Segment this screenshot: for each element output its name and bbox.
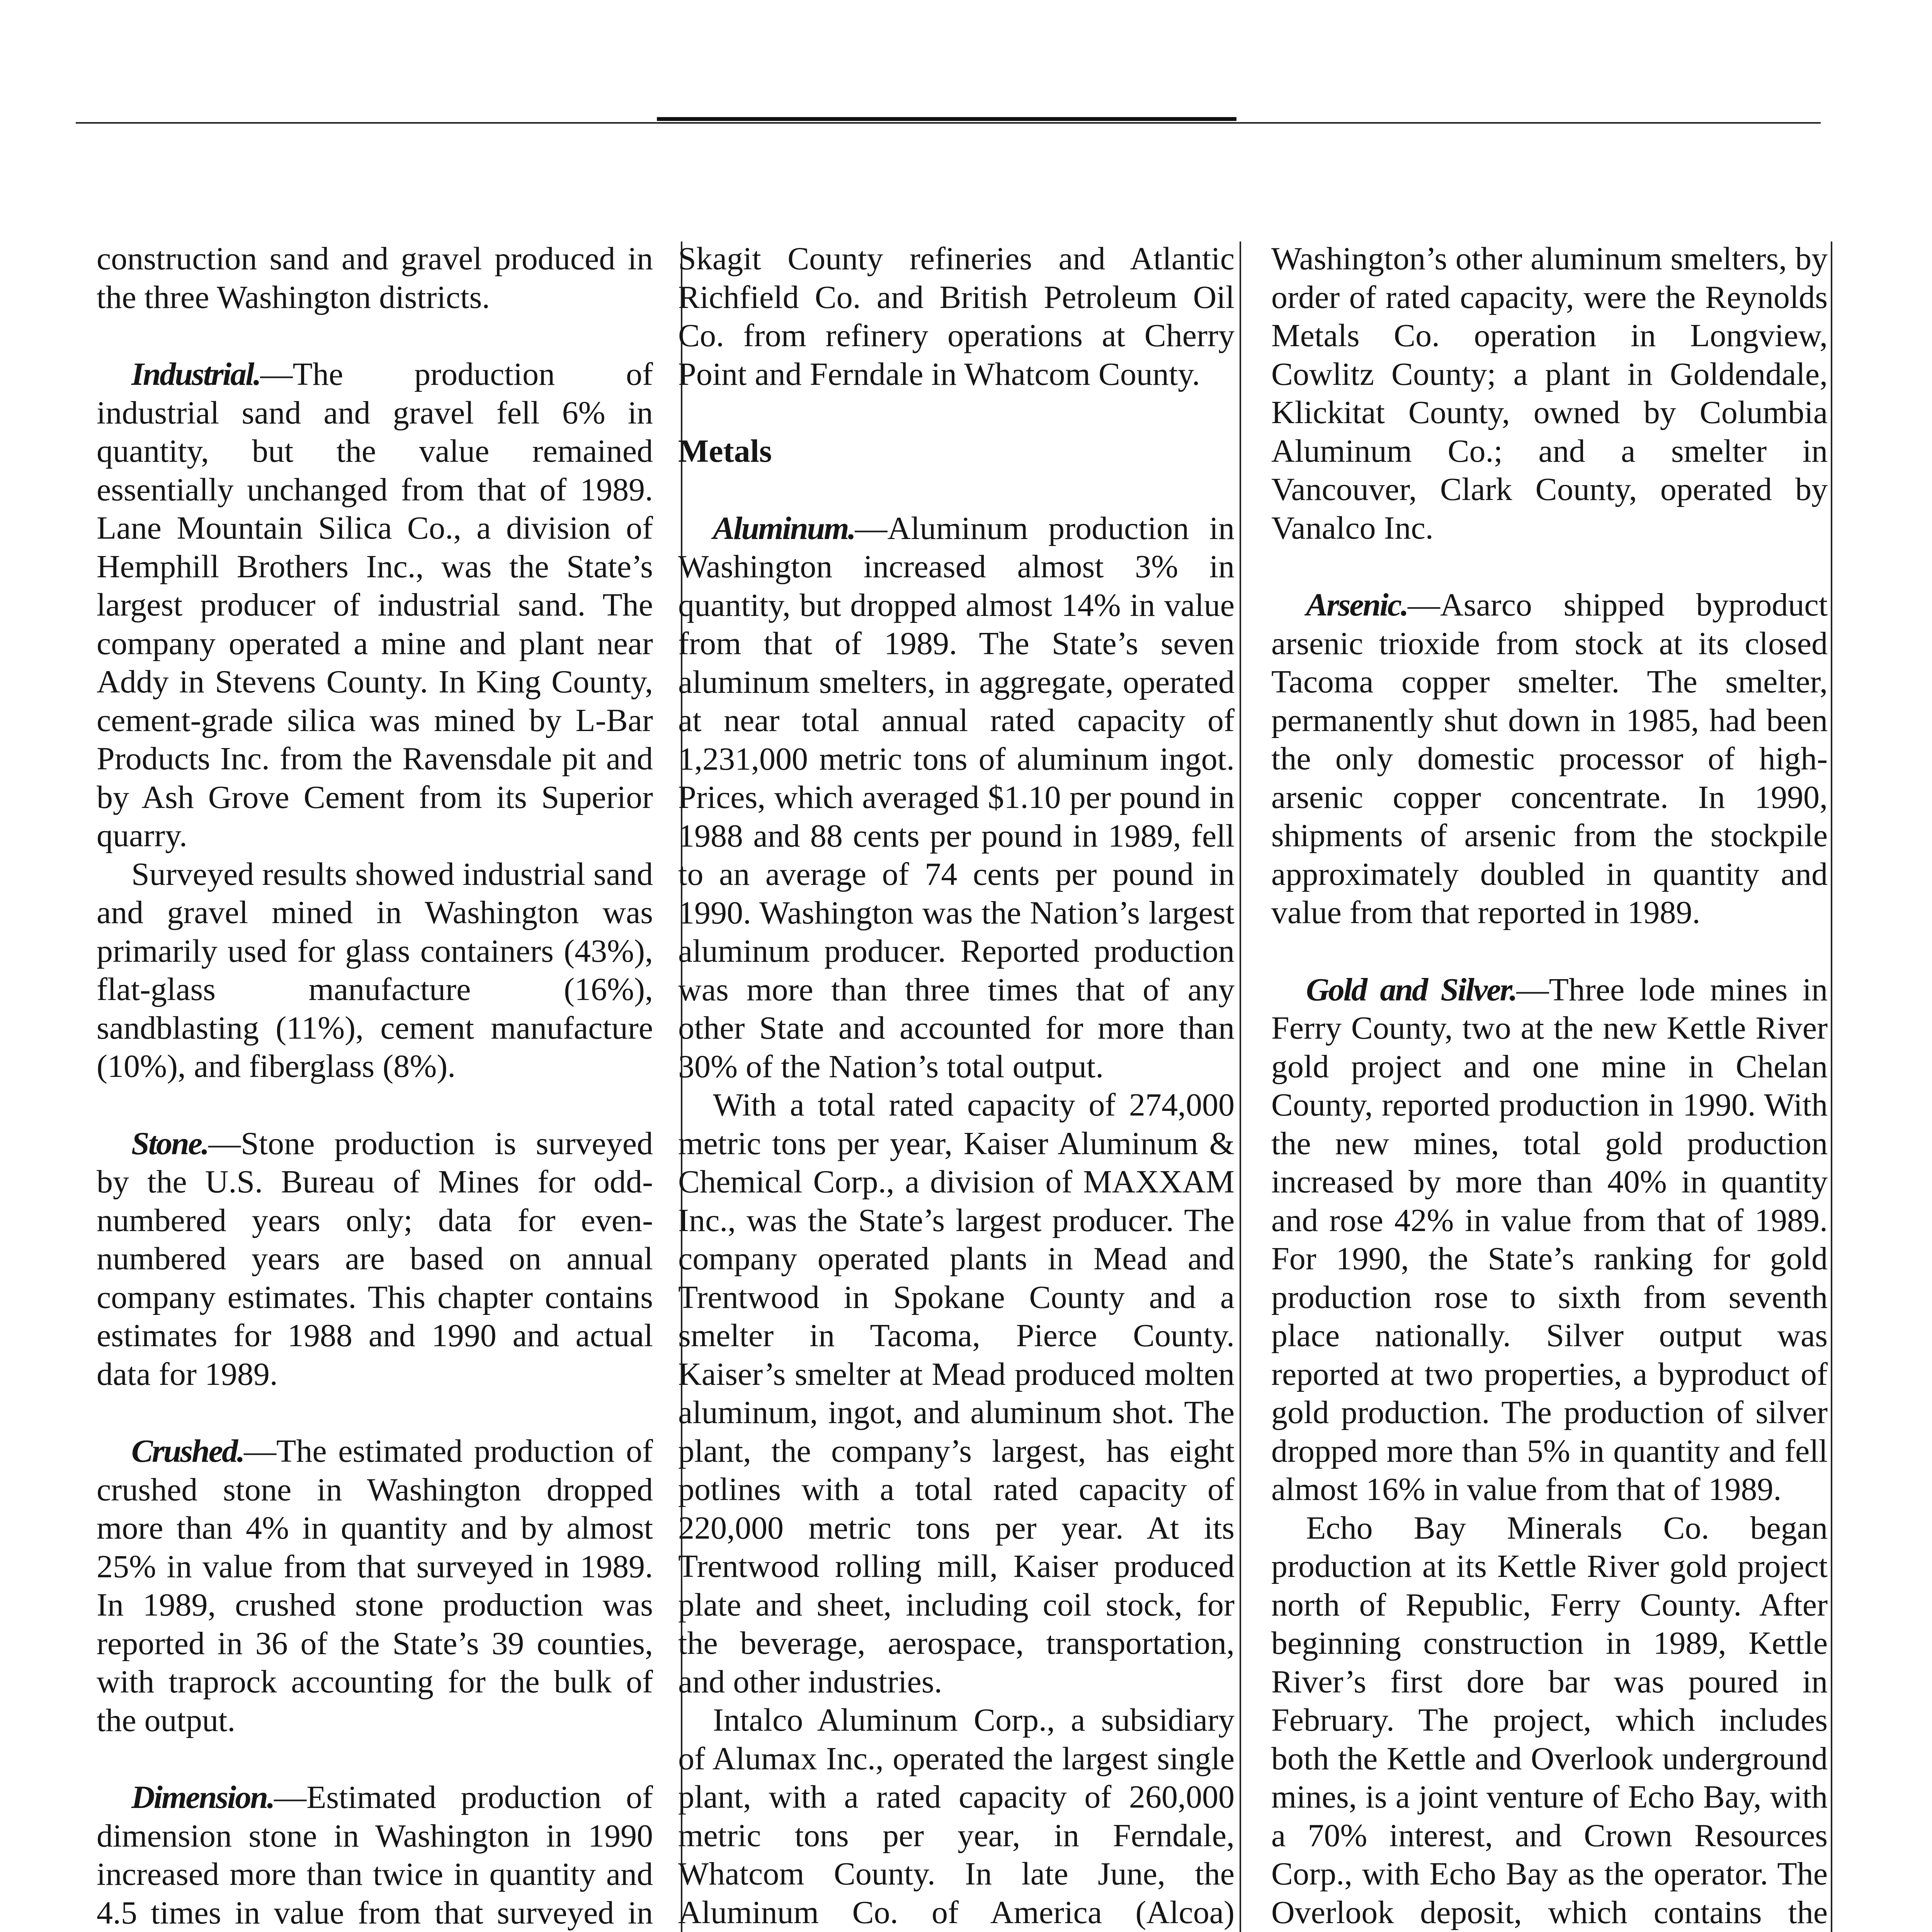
paragraph-text: —Asarco shipped byproduct arsenic trioxide from stock at its closed Tacoma copper smelter. The smelter, permanently shut down in 1985, had been the only domestic processor of high-arsenic copper concentrate. In 1990, shipments of arsenic from the stockpile approximately doubled in quantity and value from that reported in 1989.: [1271, 587, 1828, 930]
run-in-heading: Industrial.: [131, 356, 260, 392]
run-in-heading: Stone.: [131, 1125, 209, 1162]
paragraph: Intalco Aluminum Corp., a subsidiary of Alumax Inc., operated the largest single plant, with a rated capacity of 260,000 metric tons per year, in Ferndale, Whatcom County. In late June, the Aluminum Co. of America (Alcoa): [678, 1702, 1235, 1930]
column-2: [678, 240, 1235, 1932]
paragraph: With a total rated capacity of 274,000 metric tons per year, Kaiser Aluminum & Chemical Corp., a division of MAXXAM Inc., was the State’s largest producer. The company operated plants in Mead and Trentwood in Spokane County and a smelter in Tacoma, Pierce County. Kaiser’s smelter at Mead produced molten aluminum, ingot, and aluminum shot. The plant, the company’s largest, has eight potlines with a total rated capacity of 220,000 metric tons per year. At its Trentwood rolling mill, Kaiser produced plate and sheet, including coil stock, for the beverage, aerospace, transportation, and other industries.: [678, 1087, 1235, 1700]
paragraph-arsenic: [1271, 586, 1828, 932]
header-rule: [76, 122, 1821, 124]
paragraph: Skagit County refineries and Atlantic Richfield Co. and British Petroleum Oil Co. from refinery operations at Cherry Point and Ferndale in Whatcom County.: [678, 241, 1235, 392]
paragraph-aluminum: [678, 509, 1235, 1086]
paragraph-text: —Aluminum production in Washington increased almost 3% in quantity, but dropped almost 14% in value from that of 1989. The State’s seven aluminum smelters, in aggregate, operated at near total annual rated capacity of 1,231,000 metric tons of aluminum ingot. Prices, which averaged $1.10 per pound in 1988 and 88 cents per pound in 1989, fell to an average of 74 cents per pound in 1990. Washington was the Nation’s largest aluminum producer. Reported production was more than three times that of any other State and accounted for more than 30% of the Nation’s total output.: [678, 510, 1235, 1085]
paragraph-text: —The production of industrial sand and gravel fell 6% in quantity, but the value remained essentially unchanged from that of 1989. Lane Mountain Silica Co., a division of Hemphill Brothers Inc., was the State’s largest producer of industrial sand. The company operated a mine and plant near Addy in Stevens County. In King County, cement-grade silica was mined by L-Bar Products Inc. from the Ravensdale pit and by Ash Grove Cement from its Superior quarry.: [97, 356, 653, 854]
paragraph-text: —Three lode mines in Ferry County, two at the new Kettle River gold project and one mine in Chelan County, reported production in 1990. With the new mines, total gold production increased by more than 40% in quantity and rose 42% in value from that of 1989. For 1990, the State’s ranking for gold production rose to sixth from seventh place nationally. Silver output was reported at two properties, a byproduct of gold production. The production of silver dropped more than 5% in quantity and fell almost 16% in value from that of 1989.: [1271, 971, 1828, 1507]
paragraph-industrial: [97, 355, 653, 855]
header-rule-thick: [657, 117, 1236, 121]
column-3: [1271, 240, 1828, 1932]
column-divider: [1831, 242, 1832, 1932]
paragraph-gold-silver: [1271, 971, 1828, 1509]
paragraph-text: —Estimated production of dimension stone in Washington in 1990 increased more than twice in quantity and 4.5 times in value from that surveyed in: [97, 1779, 653, 1931]
paragraph: Echo Bay Minerals Co. began production at its Kettle River gold project north of Republic, Ferry County. After beginning construction in 1989, Kettle River’s first dore bar was poured in February. The project, which includes both the Kettle and Overlook underground mines, is a joint venture of Echo Bay, with a 70% interest, and Crown Resources Corp., with Echo Bay as the operator. The Overlook deposit, which contains the: [1271, 1510, 1828, 1930]
run-in-heading: Gold and Silver.: [1306, 971, 1517, 1008]
paragraph-text: —Stone production is surveyed by the U.S. Bureau of Mines for odd-numbered years only; data for even-numbered years are based on annual company estimates. This chapter contains estimates for 1988 and 1990 and actual data for 1989.: [97, 1125, 653, 1392]
run-in-heading: Dimension.: [131, 1779, 274, 1815]
paragraph: Surveyed results showed industrial sand and gravel mined in Washington was primarily used for glass containers (43%), flat-glass manufacture (16%), sandblasting (11%), cement manufacture (10%), and fiberglass (8%).: [97, 856, 653, 1084]
run-in-heading: Aluminum.: [713, 510, 855, 546]
section-heading-metals: Metals: [678, 433, 772, 469]
run-in-heading: Crushed.: [131, 1433, 244, 1469]
paragraph: Washington’s other aluminum smelters, by order of rated capacity, were the Reynolds Metals Co. operation in Longview, Cowlitz County; a plant in Goldendale, Klickitat County, owned by Columbia Aluminum Co.; and a smelter in Vancouver, Clark County, operated by Vanalco Inc.: [1271, 241, 1828, 546]
paragraph-text: —The estimated production of crushed stone in Washington dropped more than 4% in quantity and by almost 25% in value from that surveyed in 1989. In 1989, crushed stone production was reported in 36 of the State’s 39 counties, with traprock accounting for the bulk of the output.: [97, 1433, 653, 1738]
paragraph: construction sand and gravel produced in the three Washington districts.: [97, 241, 653, 315]
paragraph-stone: [97, 1124, 653, 1394]
column-1: [97, 240, 653, 1932]
run-in-heading: Arsenic.: [1306, 587, 1408, 623]
column-divider: [1240, 242, 1241, 1932]
paragraph-dimension: [97, 1778, 653, 1932]
paragraph-crushed: [97, 1432, 653, 1740]
